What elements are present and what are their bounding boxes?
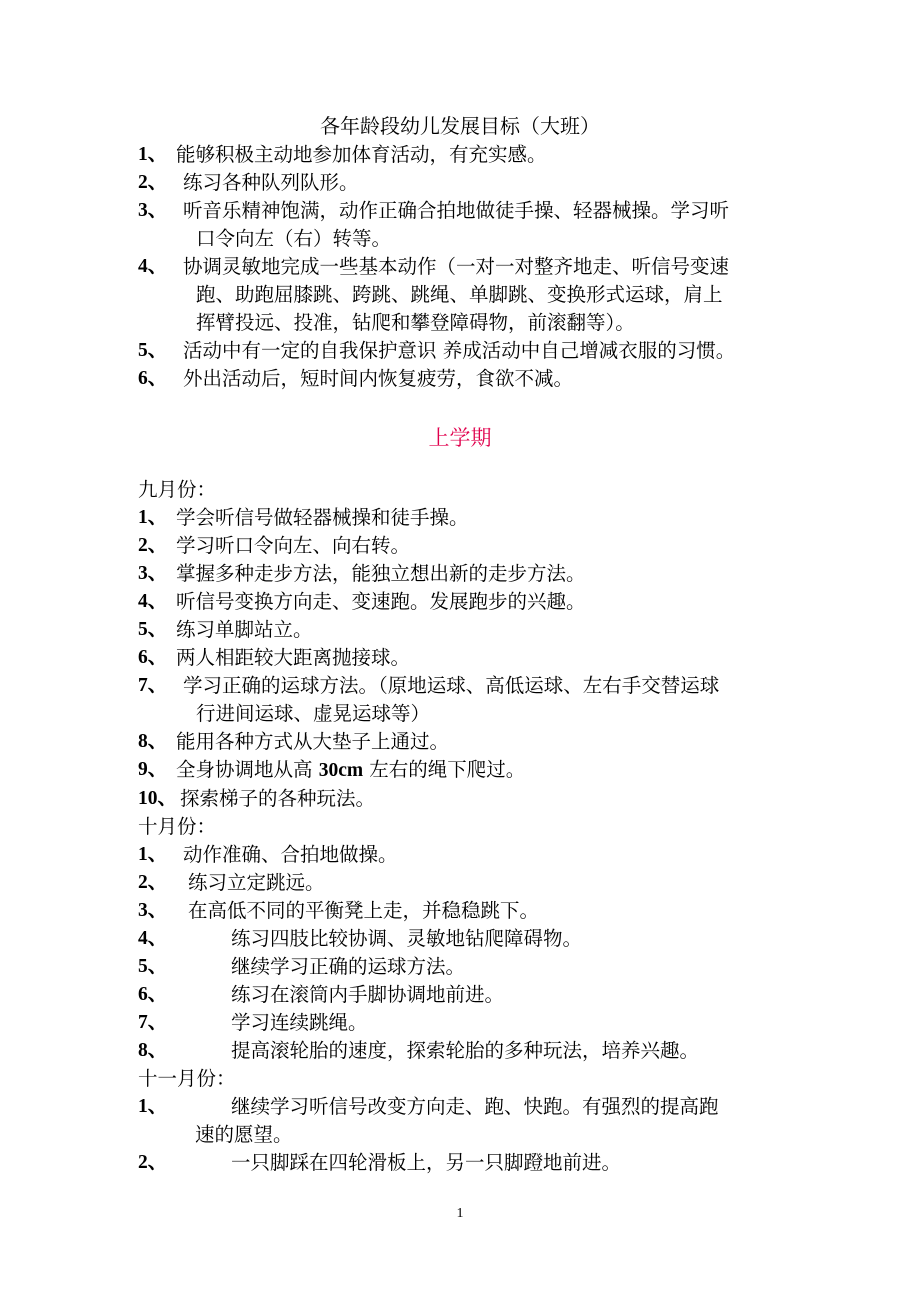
list-item: 4、 协调灵敏地完成一些基本动作（一对一对整齐地走、听信号变速 跑、助跑屈膝跳、跨跳、跳绳、单脚跳、变换形式运球，肩上 挥臂投远、投准，钻爬和攀登障碍物，前滚翻等）。: [138, 255, 730, 334]
list-item: 7、 学习连续跳绳。: [138, 1011, 368, 1034]
september-block: [138, 476, 798, 1177]
list-item: 3、 在高低不同的平衡凳上走，并稳稳跳下。: [138, 899, 540, 922]
goals-list: [138, 141, 798, 393]
list-item: 2、 学习听口令向左、向右转。: [138, 534, 411, 557]
list-item: 6、 练习在滚筒内手脚协调地前进。: [138, 983, 505, 1006]
list-item: 7、 学习正确的运球方法。（原地运球、高低运球、左右手交替运球 行进间运球、虚晃运球等）: [138, 674, 720, 725]
list-item: 1、 继续学习听信号改变方向走、跑、快跑。有强烈的提高跑 速的愿望。: [138, 1095, 719, 1146]
list-item: 2、 练习立定跳远。: [138, 871, 325, 894]
list-item: 9、 全身协调地从高 30cm 左右的绳下爬过。: [138, 758, 526, 781]
list-item: 1、 能够积极主动地参加体育活动，有充实感。: [138, 143, 547, 166]
list-item: 8、 提高滚轮胎的速度，探索轮胎的多种玩法，培养兴趣。: [138, 1039, 700, 1062]
month-label: 九月份：: [138, 478, 217, 501]
list-item: 5、 练习单脚站立。: [138, 618, 313, 641]
list-item: 3、 听音乐精神饱满，动作正确合拍地做徒手操、轻器械操。学习听 口令向左（右）转等。: [138, 199, 730, 250]
list-item: 1、 学会听信号做轻器械操和徒手操。: [138, 506, 469, 529]
list-item: 5、 活动中有一定的自我保护意识 养成活动中自己增减衣服的习惯。: [138, 339, 736, 362]
list-item: 4、 听信号变换方向走、变速跑。发展跑步的兴趣。: [138, 590, 586, 613]
list-item: 10、 探索梯子的各种玩法。: [138, 787, 376, 810]
list-item: 4、 练习四肢比较协调、灵敏地钻爬障碍物。: [138, 927, 583, 950]
list-item: 2、 一只脚踩在四轮滑板上，另一只脚蹬地前进。: [138, 1151, 622, 1174]
list-item: 2、 练习各种队列队形。: [138, 171, 359, 194]
list-item: 5、 继续学习正确的运球方法。: [138, 955, 466, 978]
list-item: 1、 动作准确、合拍地做操。: [138, 843, 398, 866]
list-item: 3、 掌握多种走步方法，能独立想出新的走步方法。: [138, 562, 586, 585]
month-label: 十一月份：: [138, 1067, 236, 1090]
page-number: 1: [456, 1206, 464, 1221]
list-item: 6、 两人相距较大距离抛接球。: [138, 646, 411, 669]
list-item: 6、 外出活动后，短时间内恢复疲劳，食欲不减。: [138, 367, 574, 390]
semester-heading: 上学期: [428, 426, 492, 450]
document-title: 各年龄段幼儿发展目标（大班）: [320, 114, 600, 138]
month-label: 十月份：: [138, 815, 217, 838]
list-item: 8、 能用各种方式从大垫子上通过。: [138, 730, 450, 753]
